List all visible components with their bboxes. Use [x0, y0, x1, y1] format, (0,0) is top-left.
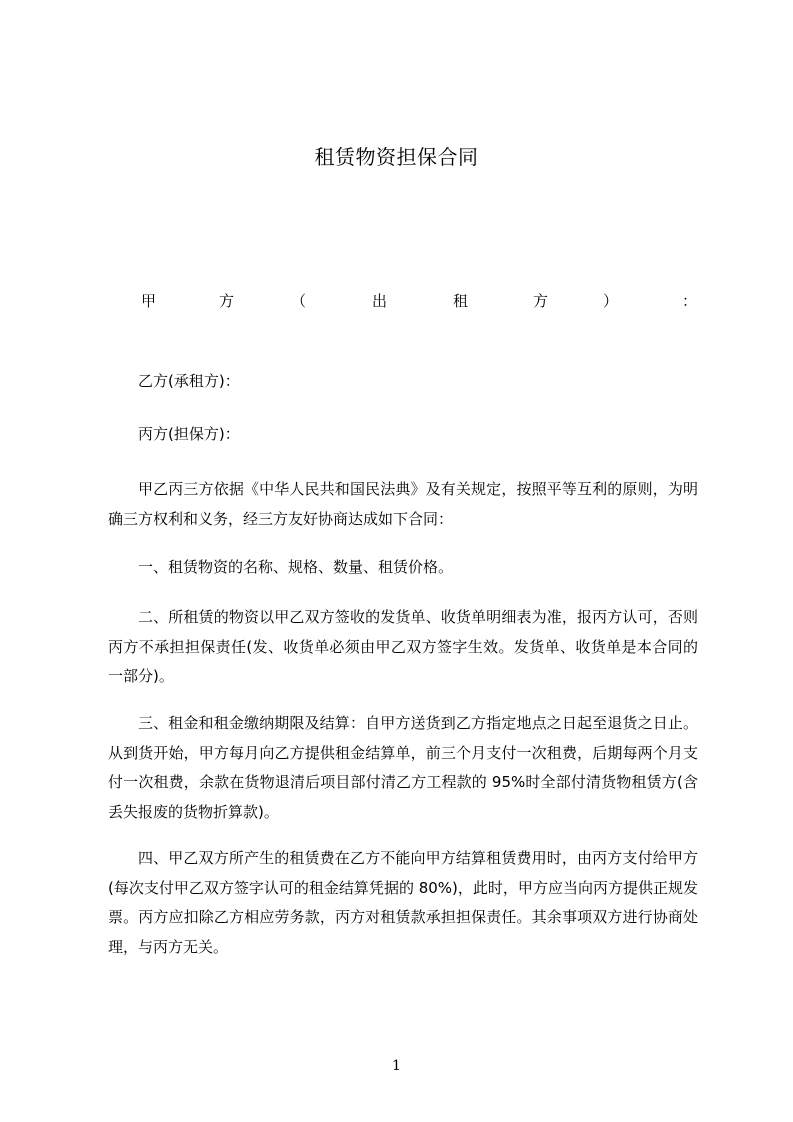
party-a-char: 出 — [372, 292, 388, 310]
clause-3-paragraph: 三、租金和租金缴纳期限及结算：自甲方送货到乙方指定地点之日起至退货之日止。从到货开始，甲方每月向乙方提供租金结算单，前三个月支付一次租费，后期每两个月支付一次租费，余款在货物退清后项目部付清乙方工程款的 95%时全部付清货物租赁方(含丢失报废的货物折算款)。 — [108, 714, 698, 821]
party-a-line — [108, 290, 698, 312]
party-a-char: 租 — [453, 292, 469, 310]
party-a-char: （ — [291, 292, 307, 310]
party-a-char: 方 — [533, 292, 549, 310]
clause-4-paragraph: 四、甲乙双方所产生的租赁费在乙方不能向甲方结算租赁费用时，由丙方支付给甲方(每次支付甲乙双方签字认可的租金结算凭据的 80%)，此时，甲方应当向丙方提供正规发票。丙方应扣除乙方相应劳务款，丙方对租赁款承担担保责任。其余事项双方进行协商处理，与丙方无关。 — [108, 849, 698, 956]
page-number: 1 — [392, 1058, 401, 1074]
party-a-char: 方 — [219, 292, 235, 310]
party-c-line: 丙方(担保方)： — [138, 425, 240, 443]
clause-2-paragraph: 二、所租赁的物资以甲乙双方签收的发货单、收货单明细表为准，报丙方认可，否则丙方不承担担保责任(发、收货单必须由甲乙双方签字生效。发货单、收货单是本合同的一部分)。 — [108, 608, 698, 685]
document-title: 租赁物资担保合同 — [314, 145, 479, 169]
party-b-line: 乙方(承租方)： — [138, 372, 240, 390]
preamble-paragraph: 甲乙丙三方依据《中华人民共和国民法典》及有关规定，按照平等互利的原则，为明确三方权利和义务，经三方友好协商达成如下合同： — [108, 480, 698, 528]
party-a-char: ） — [603, 292, 619, 310]
party-a-char: ： — [682, 292, 698, 310]
clause-1-paragraph: 一、租赁物资的名称、规格、数量、租赁价格。 — [138, 558, 454, 576]
party-a-char: 甲 — [141, 292, 157, 310]
